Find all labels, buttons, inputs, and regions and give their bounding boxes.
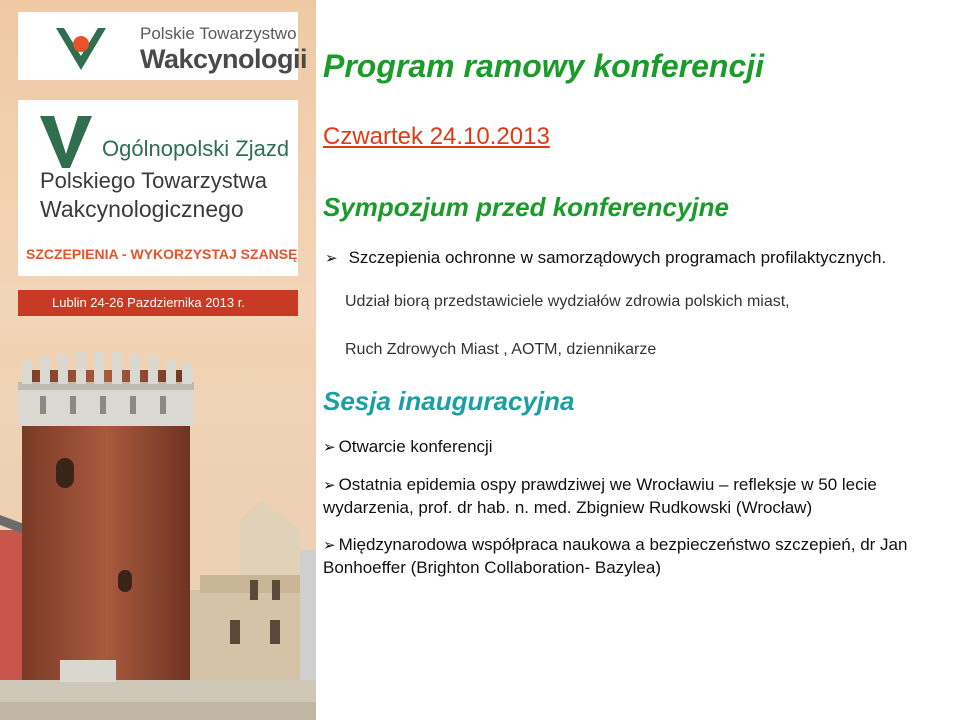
program-content (323, 0, 960, 720)
congress-logo-box (18, 100, 298, 276)
page-title: Program ramowy konferencji (323, 48, 765, 84)
arrow-bullet-icon: ➢ (325, 250, 338, 267)
poster-date-bar (18, 290, 298, 316)
symposium-item-text: Szczepienia ochronne w samorządowych programach profilaktycznych. (348, 248, 887, 267)
program-date: Czwartek 24.10.2013 (323, 123, 550, 150)
session-heading: Sesja inauguracyjna (323, 386, 575, 416)
session-item-text: Ostatnia epidemia ospy prawdziwej we Wrocławiu – refleksje w 50 lecie wydarzenia, prof. dr hab. n. med. Zbigniew Rudkowski (Wrocław) (323, 475, 877, 517)
session-item (323, 474, 959, 519)
session-item-text: Otwarcie konferencji (338, 437, 493, 456)
arrow-bullet-icon: ➢ (323, 537, 336, 554)
roman-numeral-v-icon (40, 116, 92, 168)
ptw-logo-box (18, 12, 308, 80)
ptw-name-line2: Wakcynologii (140, 44, 308, 74)
poster-date-place: Lublin 24-26 Pazdziernika 2013 r. (52, 295, 245, 310)
symposium-sub-line2: Ruch Zdrowych Miast , AOTM, dziennikarze (345, 341, 657, 358)
ptw-logo-icon (56, 26, 106, 74)
congress-slogan: SZCZEPIENIA - WYKORZYSTAJ SZANSĘ (26, 246, 298, 262)
symposium-item (325, 248, 886, 268)
arrow-bullet-icon: ➢ (323, 477, 336, 494)
lublin-castle-photo (0, 330, 316, 720)
conference-poster (0, 0, 316, 720)
ptw-name-line1: Polskie Towarzystwo (140, 24, 297, 43)
congress-title-line2: Polskiego Towarzystwa (40, 168, 268, 193)
session-item-text: Międzynarodowa współpraca naukowa a bezpieczeństwo szczepień, dr Jan Bonhoeffer (Brighton Collaboration- Bazylea) (323, 535, 908, 577)
congress-title-line3: Wakcynologicznego (40, 196, 244, 222)
session-item (323, 436, 959, 459)
arrow-bullet-icon: ➢ (323, 439, 336, 456)
symposium-sub-line1: Udział biorą przedstawiciele wydziałów zdrowia polskich miast, (345, 293, 790, 310)
congress-title-line1: Ogólnopolski Zjazd (102, 136, 290, 161)
session-item (323, 534, 959, 579)
symposium-heading: Sympozjum przed konferencyjne (323, 192, 729, 222)
